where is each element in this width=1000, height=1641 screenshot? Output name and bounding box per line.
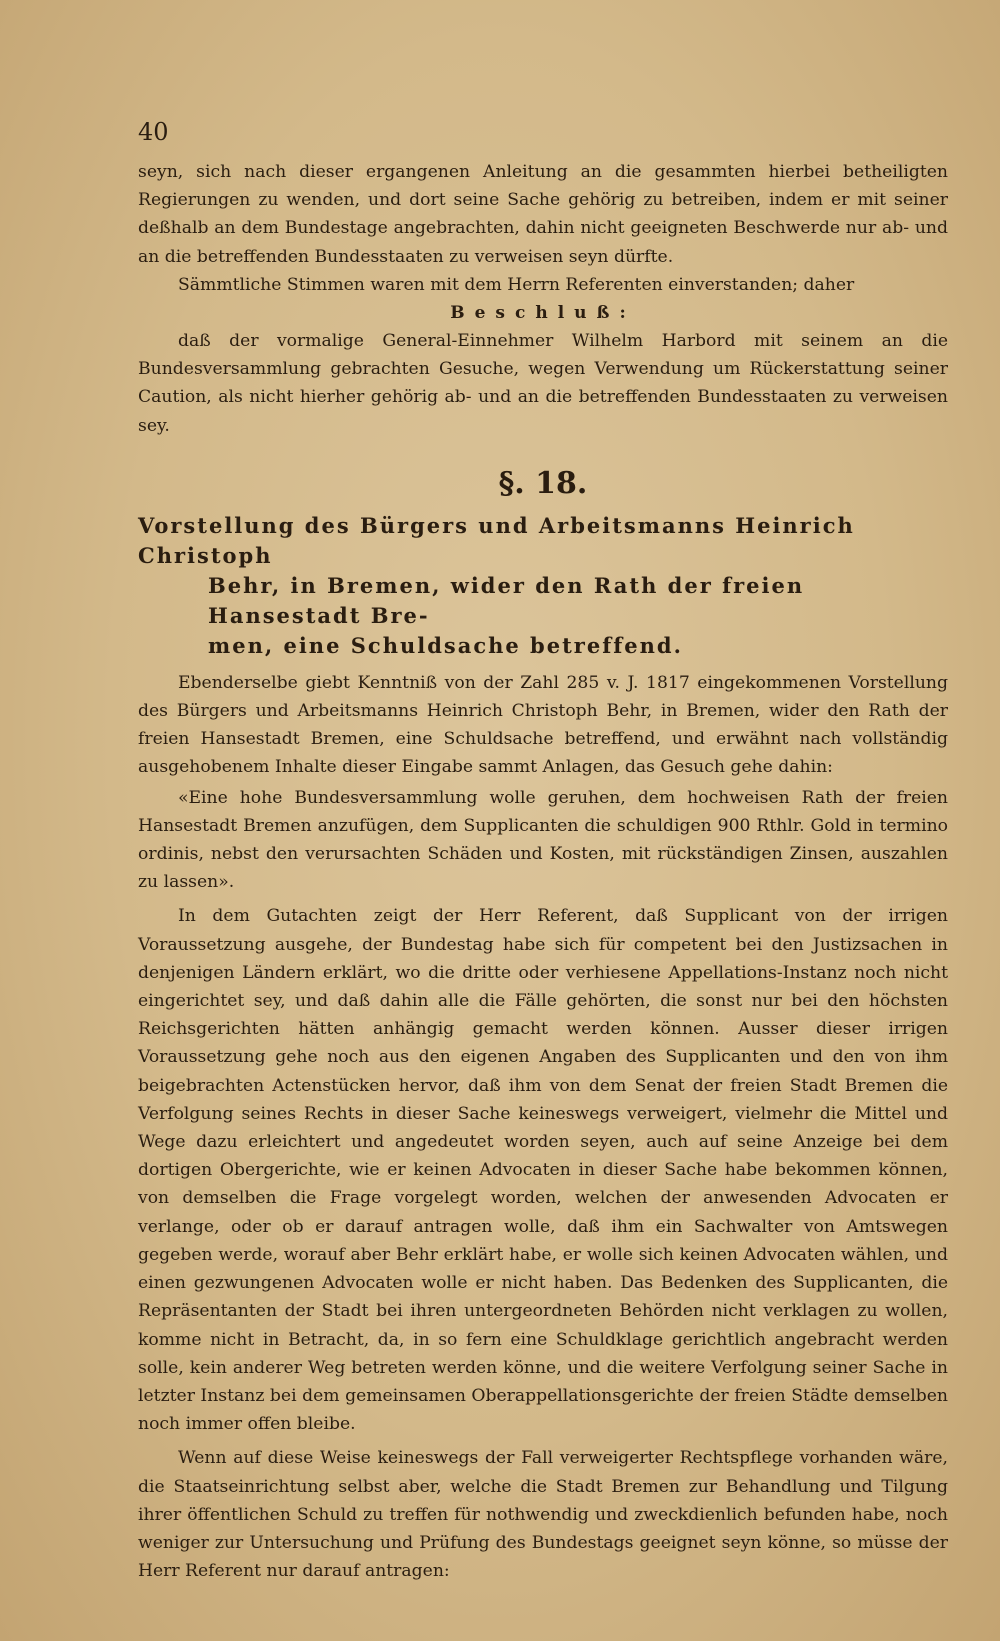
body-paragraph-1: Ebenderselbe giebt Kenntniß von der Zahl 285 v. J. 1817 eingekommenen Vorstellung des Bürgers und Arbeitsmanns Heinrich Christoph Behr, in Bremen, wider den Rath der freien Hansestadt Bremen, eine Schuldsache betreffend, und erwähnt nach vollständig ausgehobenem Inhalte dieser Eingabe sammt Anlagen, das Gesuch gehe dahin: <box>138 672 948 778</box>
section-number: §. 18. <box>498 465 588 501</box>
section-title-line-2: Behr, in Bremen, wider den Rath der freien Hansestadt Bre- <box>208 572 805 628</box>
text-block <box>138 118 948 1585</box>
section-title-line-1: Vorstellung des Bürgers und Arbeitsmanns Heinrich Christoph <box>138 512 855 568</box>
body-paragraph-2: In dem Gutachten zeigt der Herr Referent, daß Supplicant von der irrigen Voraussetzung ausgehe, der Bundestag habe sich für competent bei den Justizsachen in denjenigen Ländern erklärt, wo die dritte oder verhiesene Appellations-Instanz noch nicht eingerichtet sey, und daß dahin alle die Fälle gehörten, die sonst nur bei den höchsten Reichsgerichten hätten anhängig gemacht werden können. Ausser dieser irrigen Voraussetzung gehe noch aus den eigenen Angaben des Supplicanten und den von ihm beigebrachten Actenstücken hervor, daß ihm von dem Senat der freien Stadt Bremen die Verfolgung seines Rechts in dieser Sache keineswegs verweigert, vielmehr die Mittel und Wege dazu erleichtert und angedeutet worden seyen, auch auf seine Anzeige bei dem dortigen Obergerichte, wie er keinen Advocaten in dieser Sache habe bekommen können, von demselben die Frage vorgelegt worden, welchen der anwesenden Advocaten er verlange, oder ob er darauf antragen wolle, daß ihm ein Sachwalter von Amtswegen gegeben werde, worauf aber Behr erklärt habe, er wolle sich keinen Advocaten wählen, und einen gezwungenen Advocaten wolle er nicht haben. Das Bedenken des Supplicanten, die Repräsentanten der Stadt bei ihren untergeordneten Behörden nicht verklagen zu wollen, komme nicht in Betracht, da, in so fern eine Schuldklage gerichtlich angebracht werden solle, kein anderer Weg betreten werden könne, und die weitere Verfolgung seiner Sache in letzter Instanz bei dem gemeinsamen Oberappellationsgerichte der freien Städte demselben noch immer offen bleibe. <box>138 906 948 1435</box>
votes-paragraph: Sämmtliche Stimmen waren mit dem Herrn Referenten einverstanden; daher <box>178 274 855 295</box>
section-title-line-3: men, eine Schuldsache betreffend. <box>208 632 683 658</box>
resolution-text: daß der vormalige General-Einnehmer Wilhelm Harbord mit seinem an die Bundesversammlung gebrachten Gesuche, wegen Verwendung um Rückerstattung seiner Caution, als nicht hierher gehörig ab- und an die betreffenden Bundesstaaten zu verweisen sey. <box>138 331 948 436</box>
body-paragraph-3: Wenn auf diese Weise keineswegs der Fall verweigerter Rechtspflege vorhanden wäre, die Staatseinrichtung selbst aber, welche die Stadt Bremen zur Behandlung und Tilgung ihrer öffentlichen Schuld zu treffen für nothwendig und zweckdienlich befunden habe, noch weniger zur Untersuchung und Prüfung des Bundestags geeignet seyn könne, so müsse der Herr Referent nur darauf antragen: <box>138 1448 948 1582</box>
resolution-heading: Beschluß: <box>450 303 636 324</box>
petition-quote: «Eine hohe Bundesversammlung wolle geruhen, dem hochweisen Rath der freien Hansestadt Bremen anzufügen, dem Supplicanten die schuldigen 900 Rthlr. Gold in termino ordinis, nebst den verursachten Schäden und Kosten, mit rückständigen Zinsen, auszahlen zu lassen». <box>138 787 948 893</box>
intro-paragraph: seyn, sich nach dieser ergangenen Anleitung an die gesammten hierbei betheiligten Regierungen zu wenden, und dort seine Sache gehörig zu betreiben, indem er mit seiner deßhalb an dem Bundestage angebrachten, dahin nicht geeigneten Beschwerde nur ab- und an die betreffenden Bundesstaaten zu verweisen seyn dürfte. <box>138 162 948 267</box>
section-title <box>138 511 948 661</box>
page-number: 40 <box>138 118 169 146</box>
